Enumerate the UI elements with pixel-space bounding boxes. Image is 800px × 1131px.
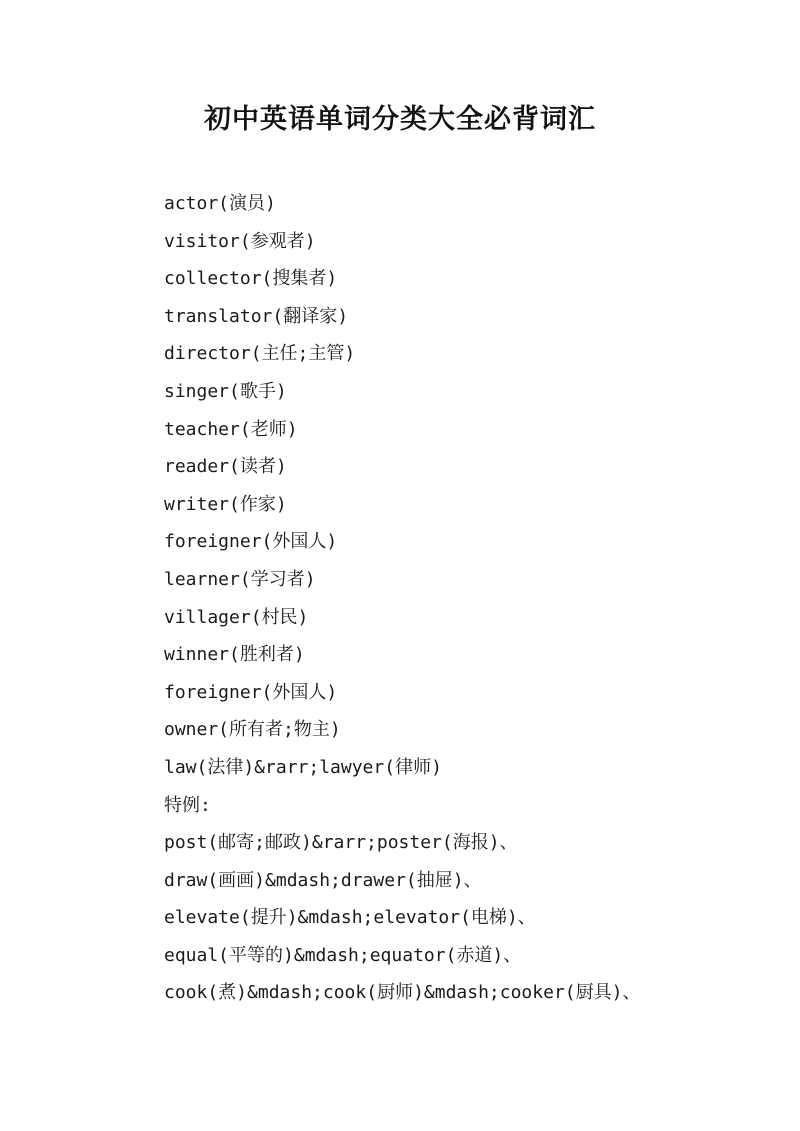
- vocabulary-line: collector(搜集者): [164, 268, 338, 290]
- vocabulary-line: equal(平等的)&mdash;equator(赤道)、: [164, 944, 522, 966]
- vocabulary-line: reader(读者): [164, 456, 287, 478]
- vocabulary-line: foreigner(外国人): [164, 531, 338, 553]
- vocabulary-line: learner(学习者): [164, 568, 316, 590]
- vocabulary-line: post(邮寄;邮政)&rarr;poster(海报)、: [164, 832, 518, 854]
- vocabulary-line: elevate(提升)&mdash;elevator(电梯)、: [164, 907, 536, 929]
- vocabulary-list: [164, 185, 764, 1012]
- vocabulary-line: draw(画画)&mdash;drawer(抽屉)、: [164, 869, 482, 891]
- vocabulary-line: teacher(老师): [164, 418, 298, 440]
- vocabulary-line: law(法律)&rarr;lawyer(律师): [164, 756, 442, 778]
- vocabulary-line: owner(所有者;物主): [164, 719, 341, 741]
- vocabulary-line: villager(村民): [164, 606, 309, 628]
- vocabulary-line: writer(作家): [164, 493, 287, 515]
- vocabulary-line: translator(翻译家): [164, 305, 349, 327]
- vocabulary-line: winner(胜利者): [164, 644, 305, 666]
- section-label: 特例:: [164, 794, 211, 816]
- vocabulary-line: cook(煮)&mdash;cook(厨师)&mdash;cooker(厨具)、: [164, 982, 641, 1004]
- vocabulary-line: director(主任;主管): [164, 343, 356, 365]
- vocabulary-line: actor(演员): [164, 193, 276, 214]
- vocabulary-line: foreigner(外国人): [164, 681, 338, 703]
- document-title: 初中英语单词分类大全必背词汇: [204, 104, 596, 135]
- vocabulary-line: singer(歌手): [164, 380, 287, 402]
- vocabulary-line: visitor(参观者): [164, 230, 316, 252]
